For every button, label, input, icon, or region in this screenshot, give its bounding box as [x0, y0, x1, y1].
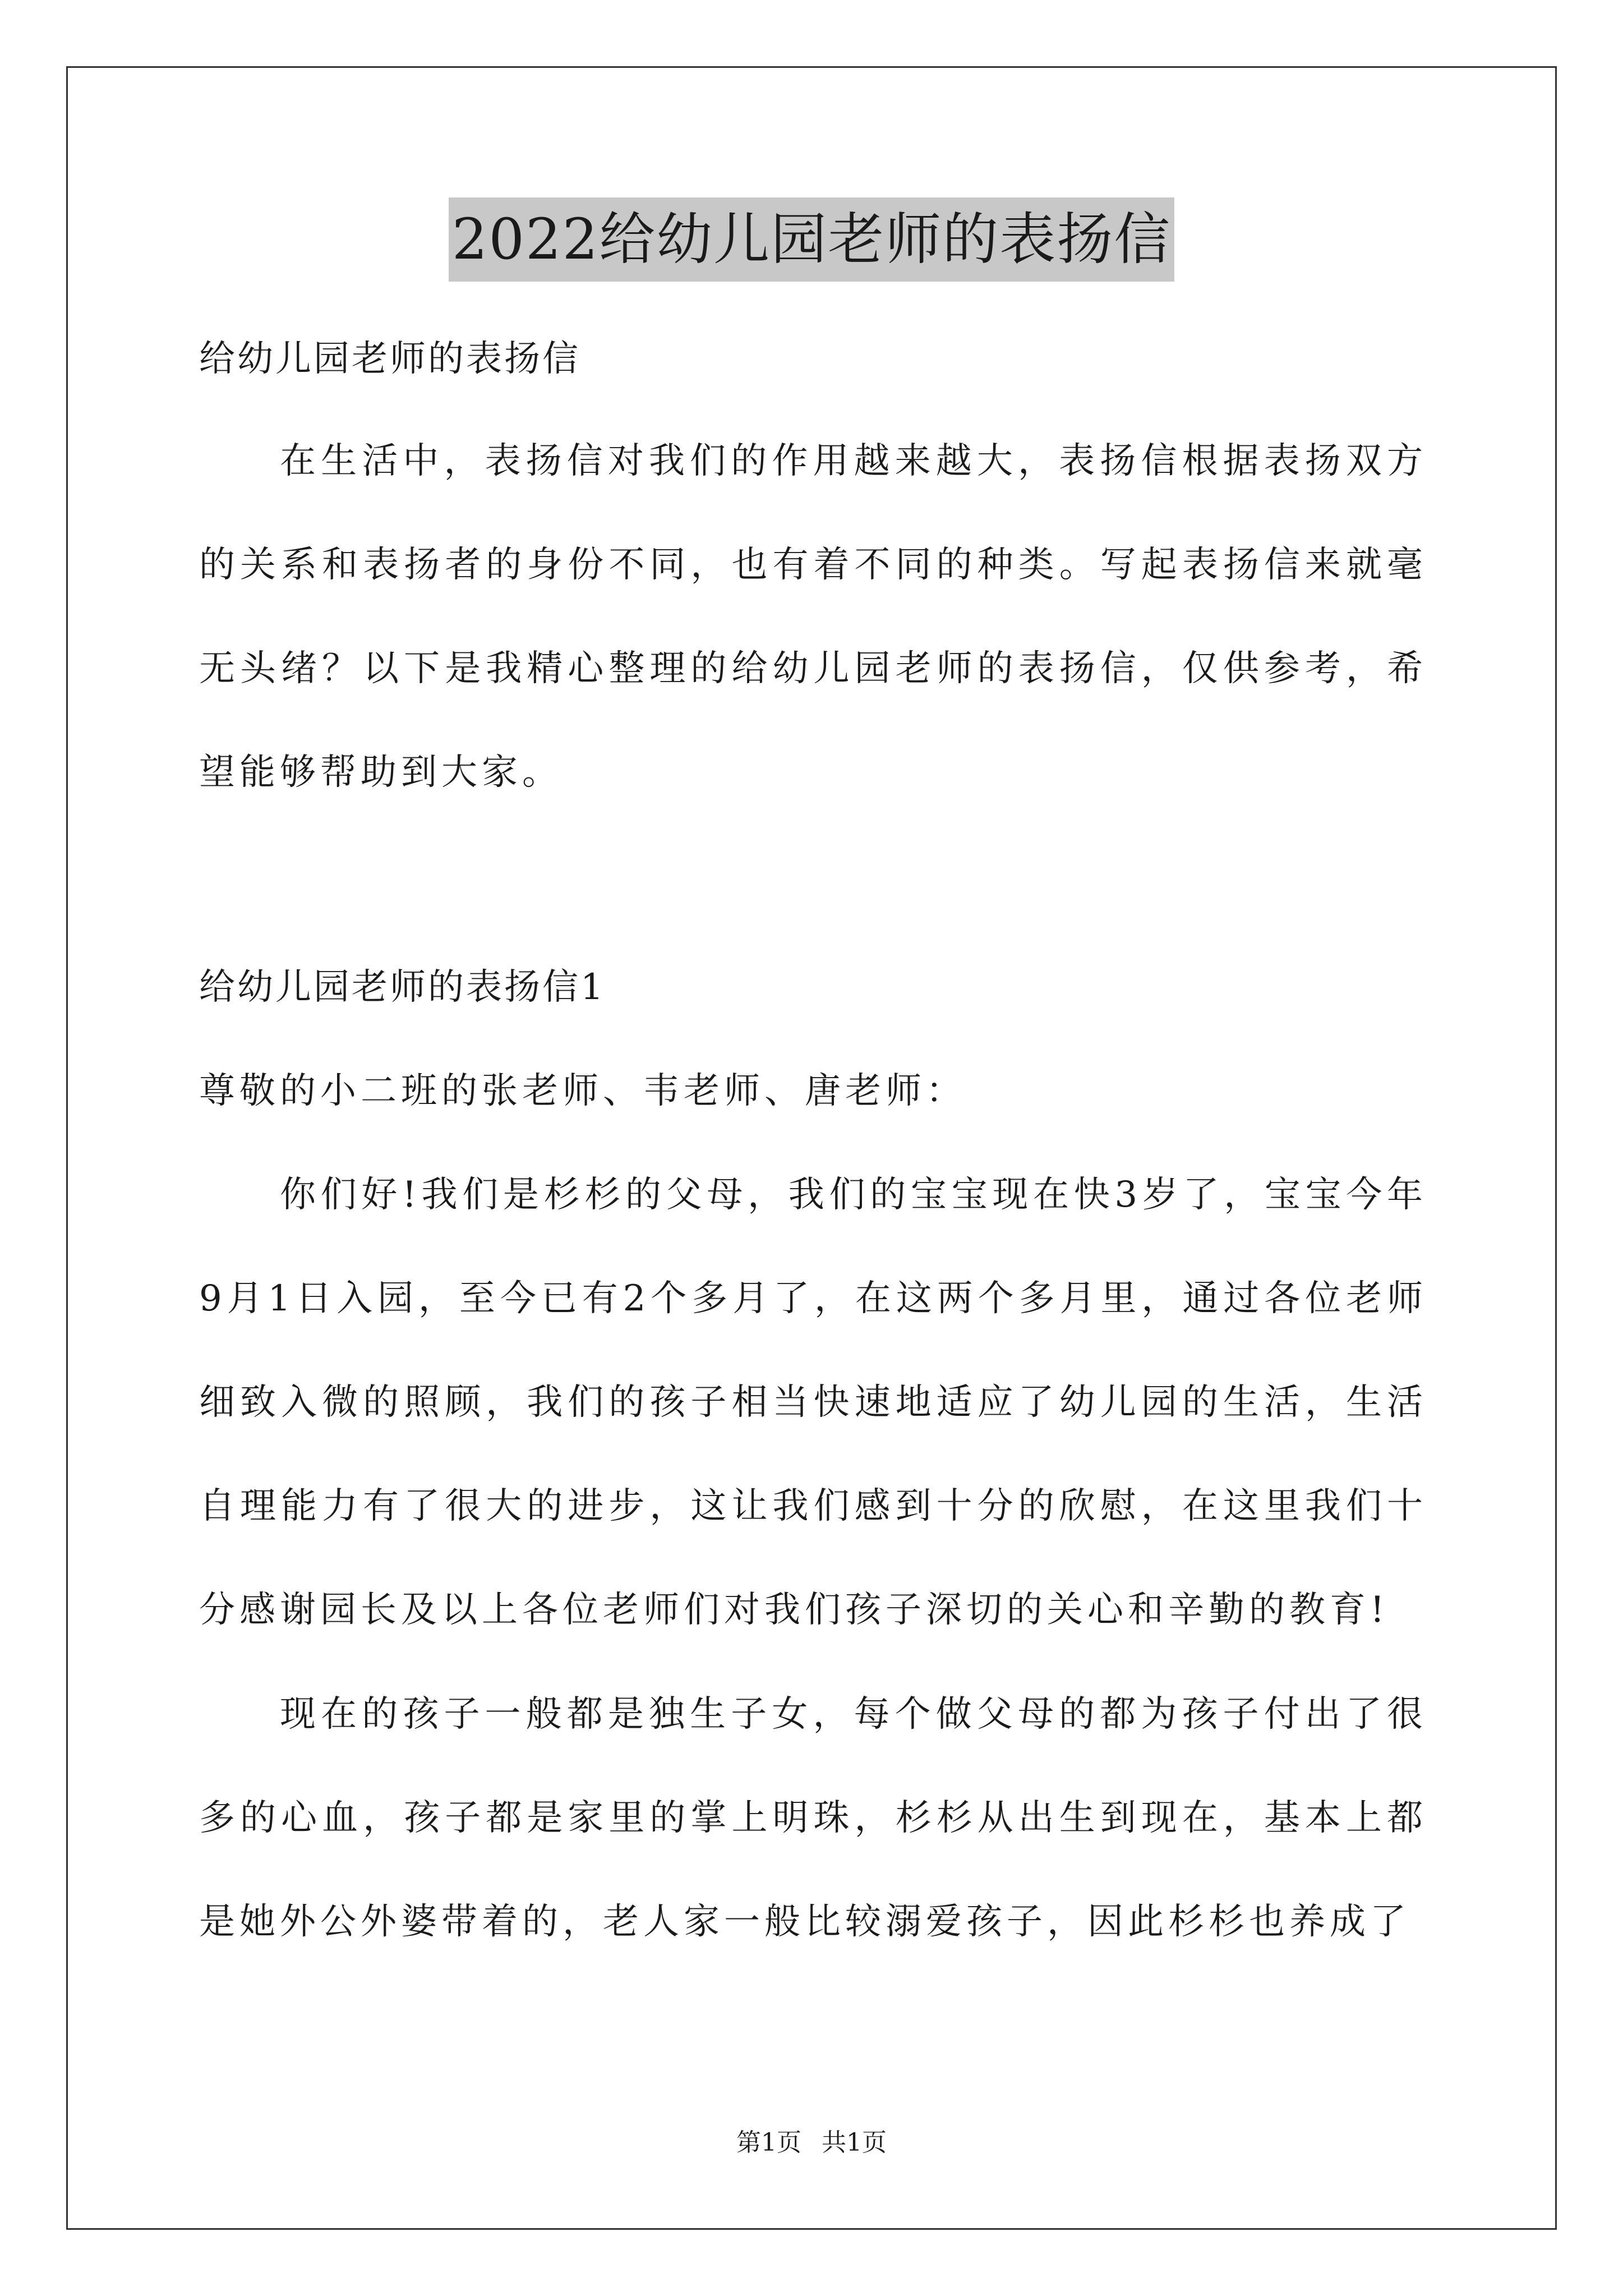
- page-footer: [0, 2126, 1623, 2160]
- page-total: 共1页: [822, 2128, 887, 2157]
- document-title: 2022给幼儿园老师的表扬信: [449, 197, 1175, 282]
- letter-heading: 给幼儿园老师的表扬信1: [199, 967, 606, 1008]
- title-container: [0, 197, 1623, 282]
- intro-paragraph: 在生活中，表扬信对我们的作用越来越大，表扬信根据表扬双方的关系和表扬者的身份不同，也有着不同的种类。写起表扬信来就毫无头绪？以下是我精心整理的给幼儿园老师的表扬信，仅供参考，希望能够帮助到大家。: [199, 440, 1427, 793]
- page-number: 第1页: [736, 2128, 801, 2157]
- document-body: [199, 331, 1427, 1950]
- letter-paragraph-2: 现在的孩子一般都是独生子女，每个做父母的都为孩子付出了很多的心血，孩子都是家里的掌上明珠，杉杉从出生到现在，基本上都是她外公外婆带着的，老人家一般比较溺爱孩子，因此杉杉也养成了: [199, 1694, 1427, 1943]
- letter-salutation: 尊敬的小二班的张老师、韦老师、唐老师：: [199, 1070, 966, 1112]
- subheading: 给幼儿园老师的表扬信: [199, 338, 580, 380]
- letter-paragraph-1: 你们好!我们是杉杉的父母，我们的宝宝现在快3岁了，宝宝今年9月1日入园，至今已有2个多月了，在这两个多月里，通过各位老师细致入微的照顾，我们的孩子相当快速地适应了幼儿园的生活，生活自理能力有了很大的进步，这让我们感到十分的欣慰，在这里我们十分感谢园长及以上各位老师们对我们孩子深切的关心和辛勤的教育!: [199, 1174, 1427, 1631]
